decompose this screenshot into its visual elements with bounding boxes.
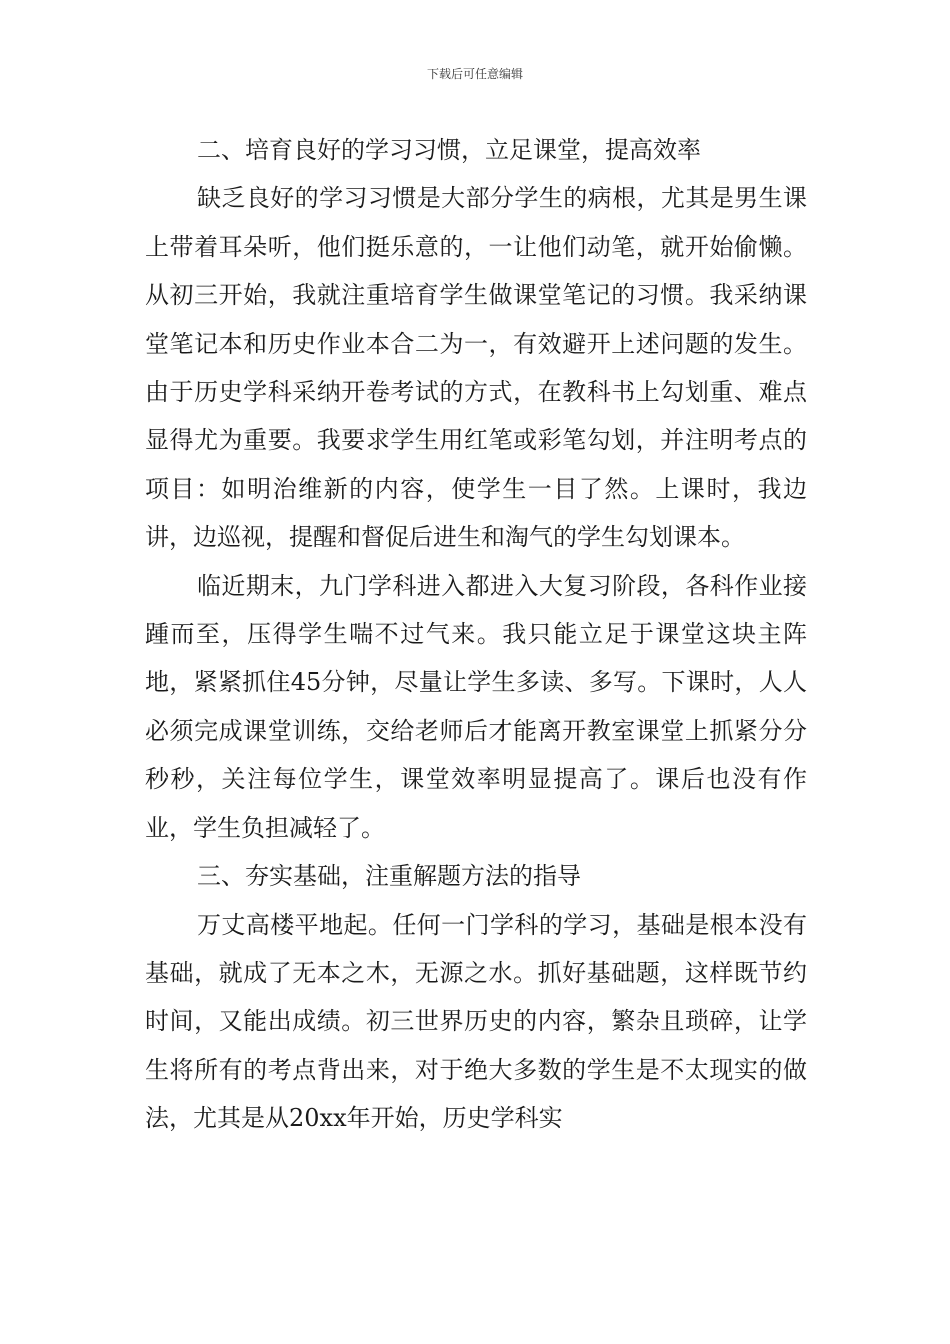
document-body (145, 126, 807, 1143)
body-paragraph-1: 缺乏良好的学习习惯是大部分学生的病根，尤其是男生课上带着耳朵听，他们挺乐意的，一让他们动笔，就开始偷懒。从初三开始，我就注重培育学生做课堂笔记的习惯。我采纳课堂笔记本和历史作业本合二为一，有效避开上述问题的发生。由于历史学科采纳开卷考试的方式，在教科书上勾划重、难点显得尤为重要。我要求学生用红笔或彩笔勾划，并注明考点的项目：如明治维新的内容，使学生一目了然。上课时，我边讲，边巡视，提醒和督促后进生和淘气的学生勾划课本。 (145, 184, 807, 552)
section-heading-2: 二、培育良好的学习习惯，立足课堂，提高效率 (197, 136, 701, 164)
section-heading-3: 三、夯实基础，注重解题方法的指导 (197, 862, 581, 891)
body-paragraph-3: 万丈高楼平地起。任何一门学科的学习，基础是根本没有基础，就成了无本之木，无源之水。抓好基础题，这样既节约时间，又能出成绩。初三世界历史的内容，繁杂且琐碎，让学生将所有的考点背出来，对于绝大多数的学生是不太现实的做法，尤其是从20xx年开始，历史学科实 (145, 910, 807, 1133)
body-paragraph-2: 临近期末，九门学科进入都进入大复习阶段，各科作业接踵而至，压得学生喘不过气来。我只能立足于课堂这块主阵地，紧紧抓住45分钟，尽量让学生多读、多写。下课时，人人必须完成课堂训练，交给老师后才能离开教室课堂上抓紧分分秒秒，关注每位学生，课堂效率明显提高了。课后也没有作业，学生负担减轻了。 (145, 571, 807, 842)
page-header-note: 下载后可任意编辑 (426, 67, 523, 81)
